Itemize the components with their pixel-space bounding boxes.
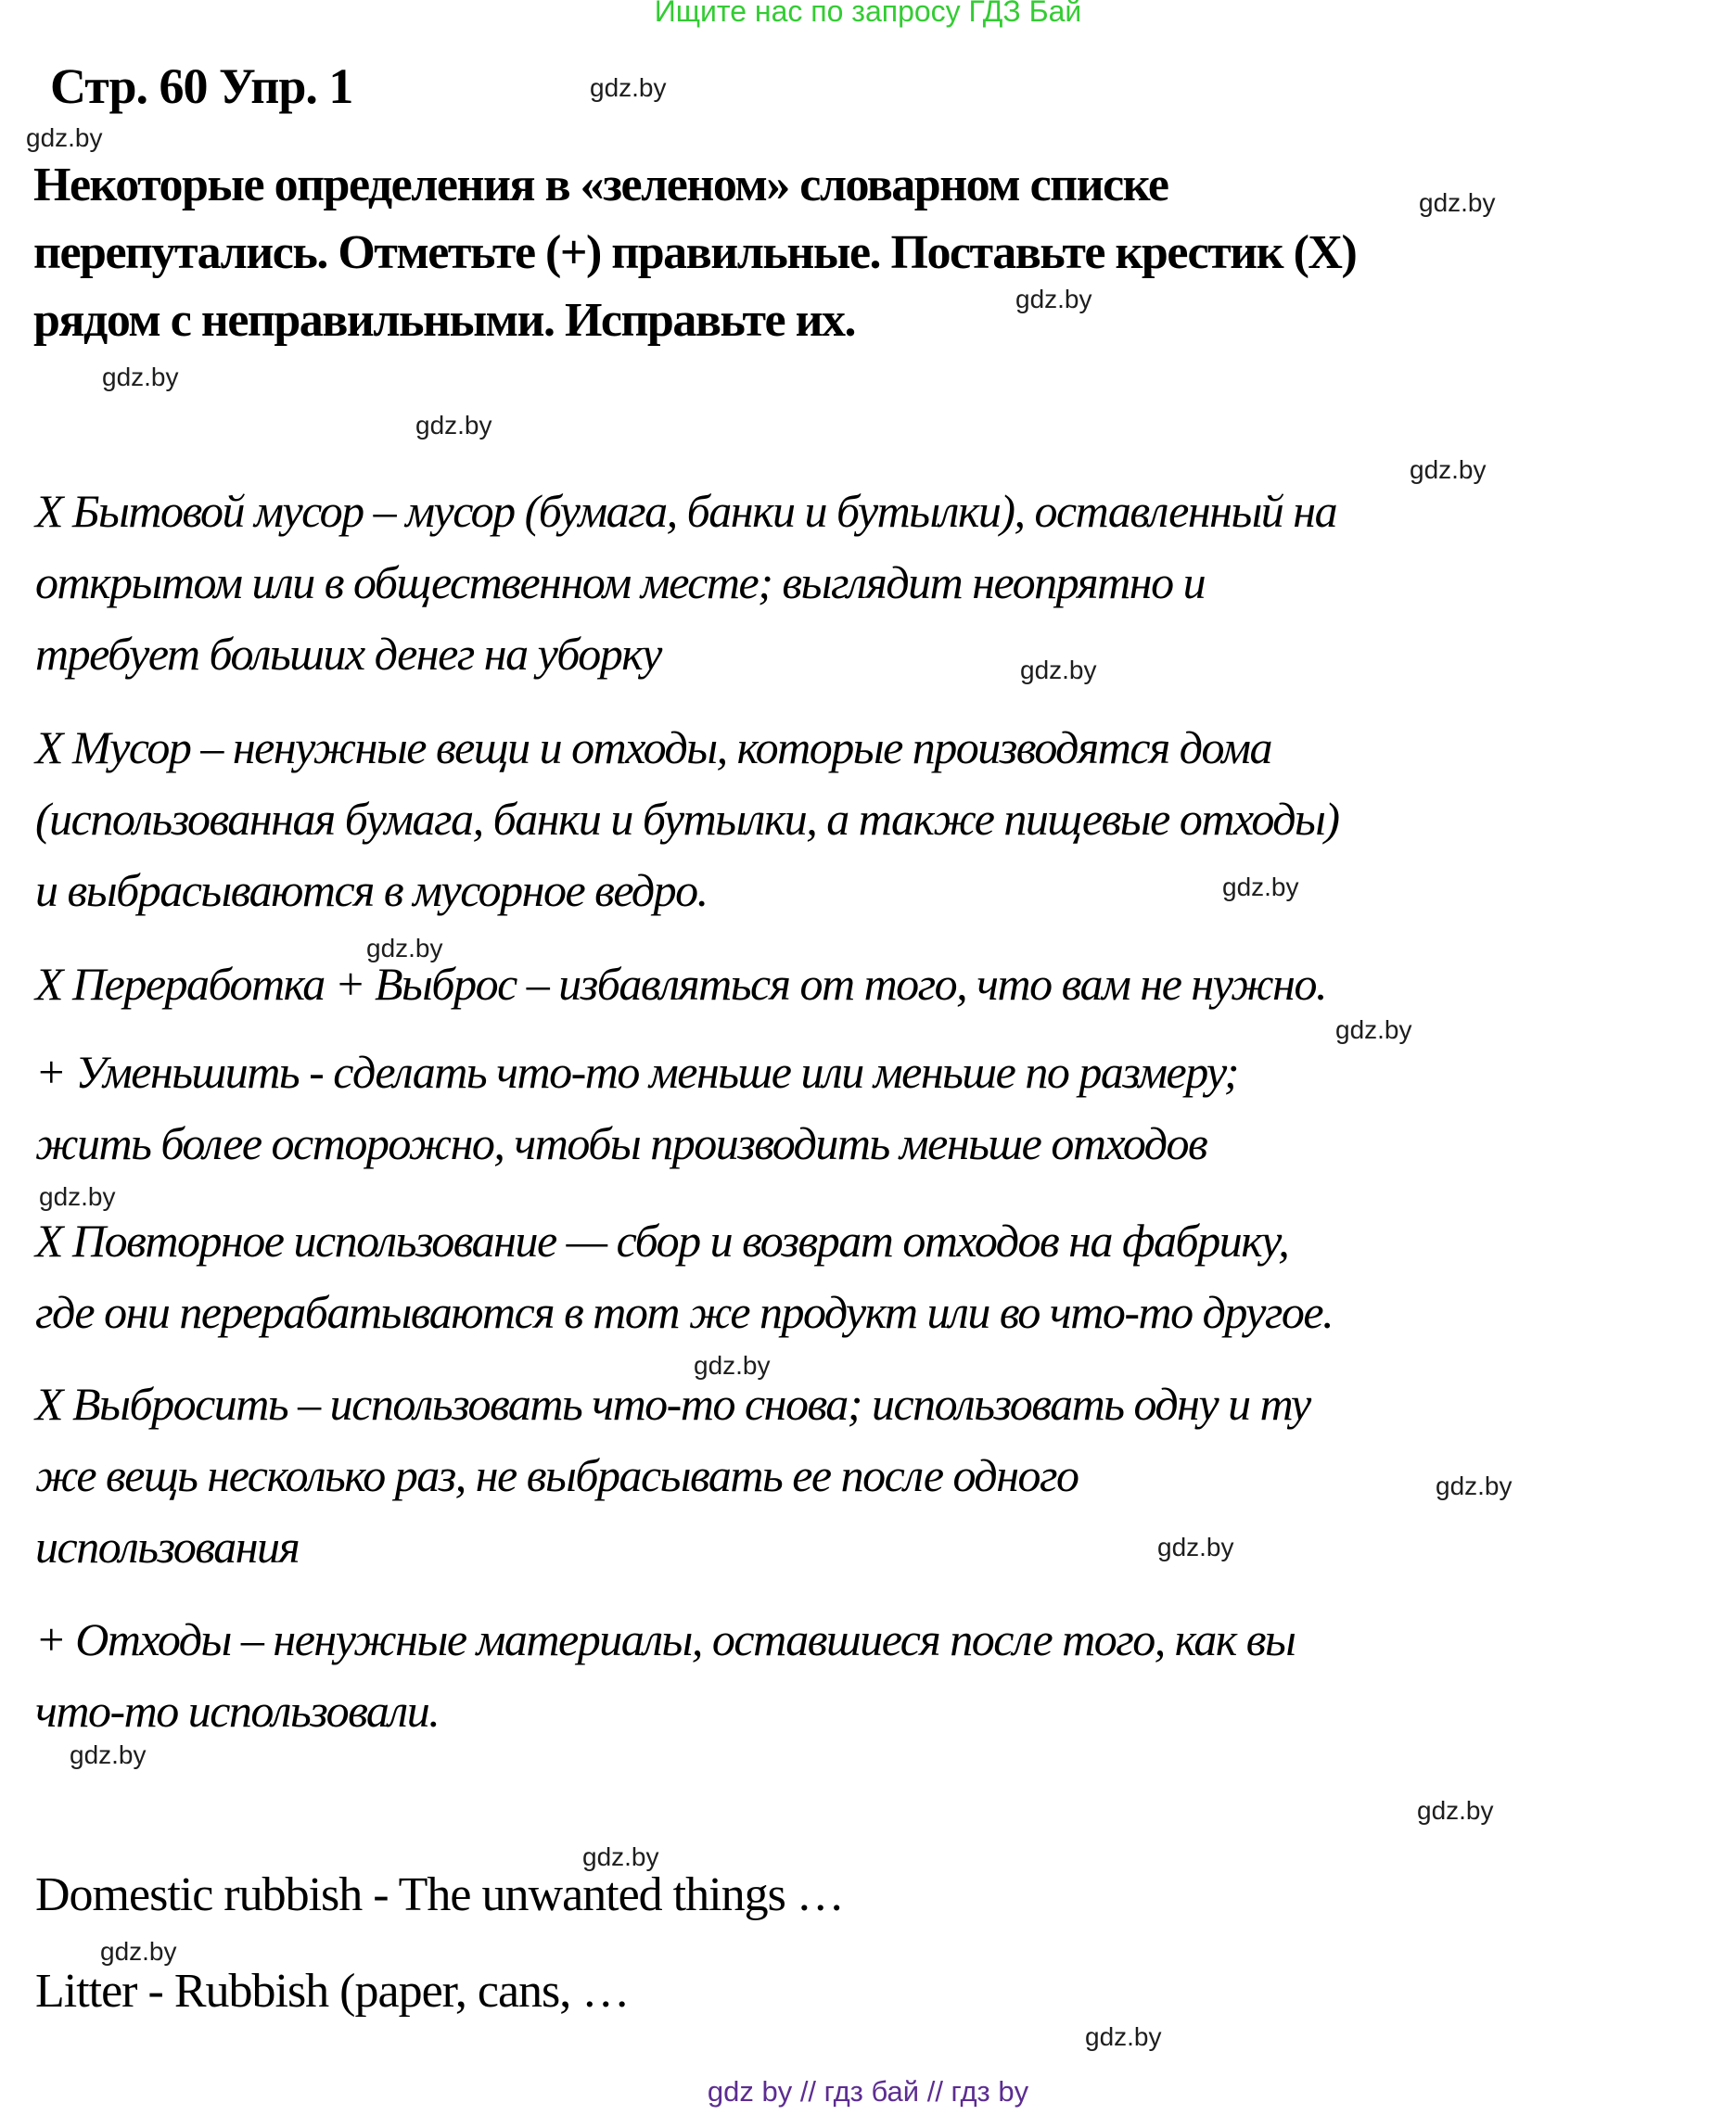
definition-line: (использованная бумага, банки и бутылки, а также пищевые отходы) <box>35 793 1339 845</box>
answer-litter: Litter - Rubbish (paper, cans, … <box>35 1965 630 2018</box>
definition-line: где они перерабатываются в тот же продукт или во что-то другое. <box>35 1286 1334 1338</box>
definition-line: X Выбросить – использовать что-то снова; использовать одну и ту <box>35 1378 1310 1430</box>
gdz-watermark: gdz.by <box>1085 2022 1162 2051</box>
gdz-watermark: gdz.by <box>582 1842 659 1871</box>
definition-domestic-rubbish <box>35 476 1336 690</box>
gdz-watermark: gdz.by <box>26 123 103 152</box>
gdz-watermark: gdz.by <box>694 1351 771 1380</box>
definition-line: что-то использовали. <box>35 1685 440 1737</box>
gdz-watermark: gdz.by <box>1410 455 1487 484</box>
definition-reduce <box>35 1037 1238 1179</box>
definition-line: X Переработка + Выброс – избавляться от того, что вам не нужно. <box>35 958 1326 1010</box>
definition-line: использования <box>35 1521 300 1573</box>
definition-line: X Мусор – ненужные вещи и отходы, которые производятся дома <box>35 721 1272 773</box>
gdz-watermark: gdz.by <box>590 73 667 102</box>
gdz-watermark: gdz.by <box>1020 656 1097 684</box>
gdz-watermark: gdz.by <box>1417 1796 1494 1825</box>
definition-throw-away <box>35 1369 1310 1583</box>
gdz-watermark: gdz.by <box>102 363 179 391</box>
gdz-watermark: gdz.by <box>100 1937 177 1966</box>
definition-line: и выбрасываются в мусорное ведро. <box>35 864 708 916</box>
definition-waste <box>35 1604 1295 1747</box>
definition-line: требует больших денег на уборку <box>35 628 661 680</box>
gdz-watermark: gdz.by <box>1015 285 1092 313</box>
gdz-watermark: gdz.by <box>366 934 443 962</box>
task-instruction <box>33 151 1356 354</box>
definition-recycle-throw-away <box>35 949 1326 1020</box>
definition-reuse <box>35 1205 1333 1348</box>
gdz-watermark: gdz.by <box>1436 1472 1513 1500</box>
instruction-line: рядом с неправильными. Исправьте их. <box>33 294 856 347</box>
promo-banner: Ищите нас по запросу ГДЗ Бай <box>654 0 1082 28</box>
definition-line: же вещь несколько раз, не выбрасывать ее после одного <box>35 1449 1079 1501</box>
definition-line: жить более осторожно, чтобы производить меньше отходов <box>35 1117 1207 1169</box>
definition-line: + Уменьшить - сделать что-то меньше или меньше по размеру; <box>35 1046 1238 1098</box>
instruction-line: перепутались. Отметьте (+) правильные. Поставьте крестик (X) <box>33 226 1357 279</box>
definition-line: X Бытовой мусор – мусор (бумага, банки и бутылки), оставленный на <box>35 485 1337 537</box>
gdz-watermark: gdz.by <box>1222 873 1299 901</box>
gdz-watermark: gdz.by <box>1419 188 1496 217</box>
gdz-watermark: gdz.by <box>39 1182 116 1211</box>
instruction-line: Некоторые определения в «зеленом» словарном списке <box>33 159 1168 211</box>
gdz-watermark: gdz.by <box>1335 1015 1412 1044</box>
gdz-watermark: gdz.by <box>1157 1533 1234 1561</box>
definition-rubbish <box>35 712 1339 926</box>
answer-domestic-rubbish: Domestic rubbish - The unwanted things … <box>35 1868 844 1921</box>
footer-watermark: gdz by // гдз бай // гдз by <box>707 2075 1029 2108</box>
gdz-watermark: gdz.by <box>415 411 492 440</box>
definition-line: открытом или в общественном месте; выглядит неопрятно и <box>35 556 1206 608</box>
page-title: Стр. 60 Упр. 1 <box>50 58 353 114</box>
gdz-watermark: gdz.by <box>70 1740 147 1769</box>
definition-line: X Повторное использование — сбор и возврат отходов на фабрику, <box>35 1215 1289 1267</box>
definition-line: + Отходы – ненужные материалы, оставшиеся после того, как вы <box>35 1613 1296 1665</box>
